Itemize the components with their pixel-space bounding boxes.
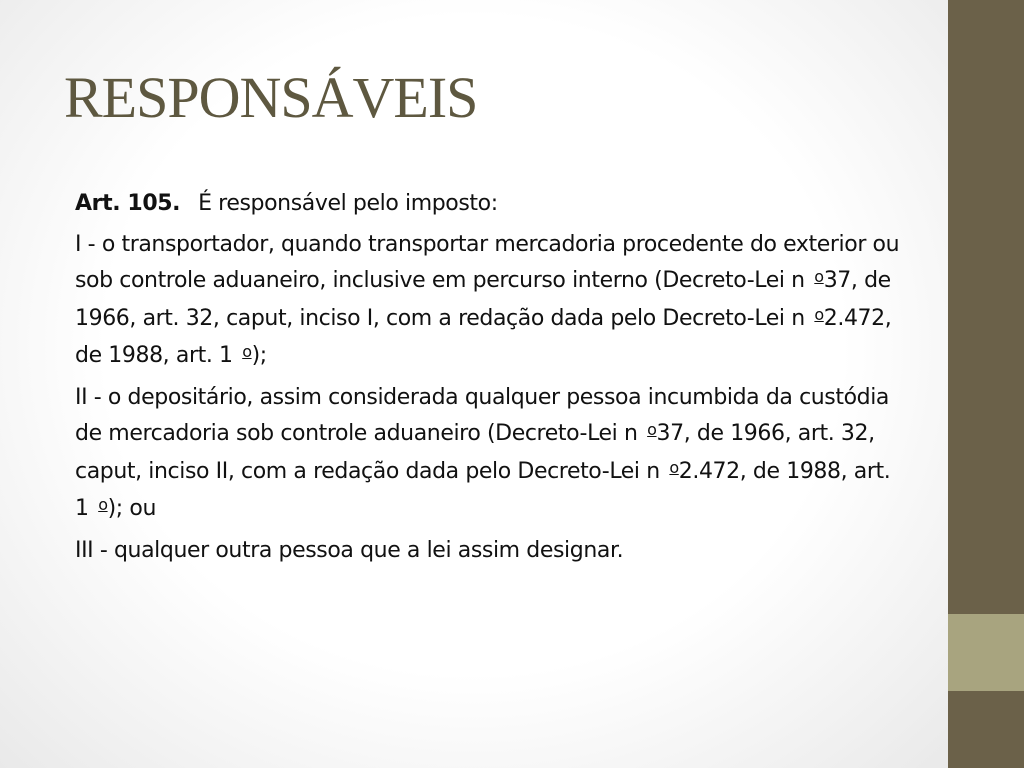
ordinal-sign: o: [647, 420, 657, 439]
article-item-2: [75, 380, 905, 529]
article-item-3: III - qualquer outra pessoa que a lei assim designar.: [75, 537, 624, 563]
ordinal-sign: o: [242, 342, 252, 361]
ordinal-sign: o: [814, 267, 824, 286]
item-2-part-3: 2.472, de 1988, art. 1: [75, 458, 891, 521]
ordinal-sign: o: [98, 495, 108, 514]
item-1-part-1: I - o transportador, quando transportar mercadoria procedente do exterior ou sob controle aduaneiro, inclusive em percurso interno (Decreto-Lei n: [75, 231, 900, 293]
article-heading: [75, 186, 905, 223]
item-1-part-4: );: [251, 343, 267, 368]
ordinal-sign: o: [814, 304, 824, 324]
item-2-part-2: 37, de 1966, art. 32, caput, inciso II, com a redação dada pelo Decreto-Lei n: [75, 421, 875, 484]
item-1-part-3: 2.472, de 1988, art. 1: [75, 305, 892, 368]
item-2-part-1: II - o depositário, assim considerada qualquer pessoa incumbida da custódia de mercadoria sob controle aduaneiro (Decreto-Lei n: [75, 384, 890, 446]
article-body: [75, 186, 905, 573]
slide-title: RESPONSÁVEIS: [64, 65, 478, 130]
article-item-1: [75, 227, 905, 376]
side-accent-block: [948, 614, 1024, 691]
article-label: Art. 105.: [75, 191, 181, 216]
item-1-part-2: 37, de 1966, art. 32, caput, inciso I, com a redação dada pelo Decreto-Lei n: [75, 268, 891, 331]
ordinal-sign: o: [669, 457, 679, 477]
article-intro: É responsável pelo imposto:: [198, 191, 498, 216]
item-2-part-4: ); ou: [107, 496, 156, 521]
